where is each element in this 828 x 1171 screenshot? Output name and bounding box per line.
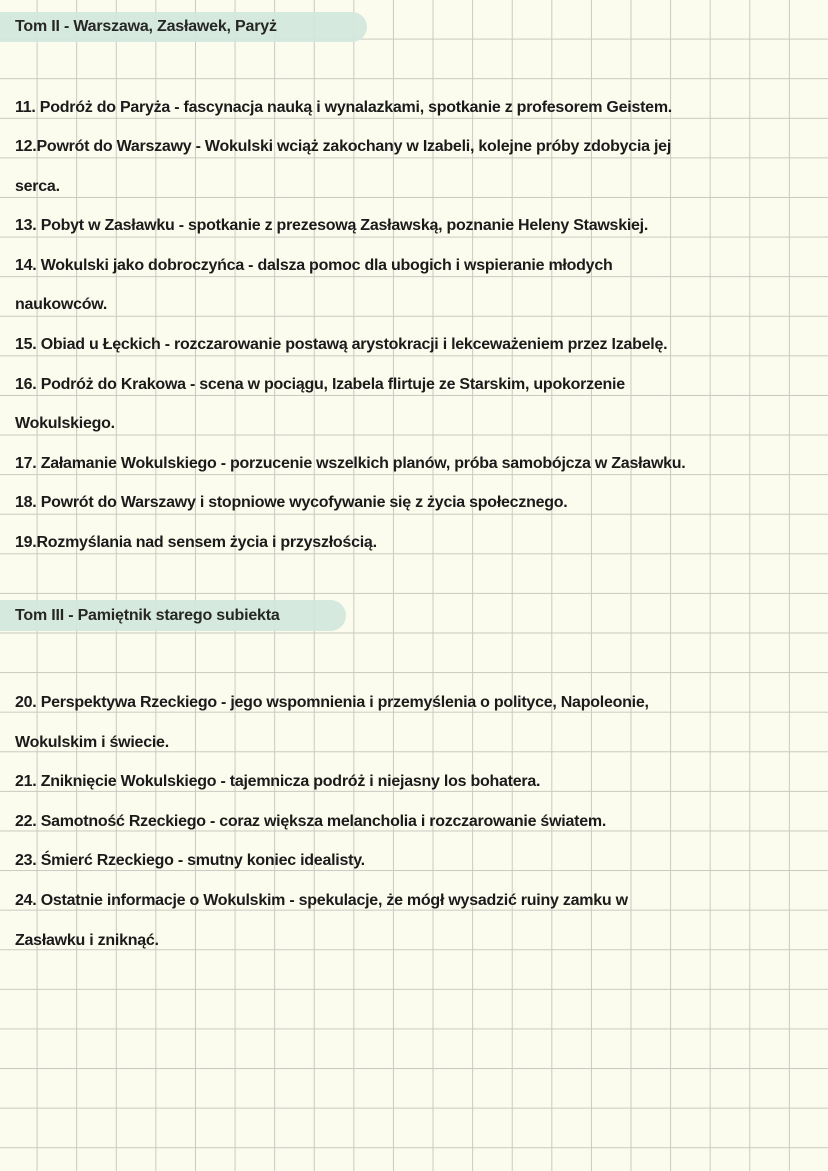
chapter-item (15, 802, 815, 842)
chapter-list-tom-2 (15, 88, 815, 563)
section-title: Tom III - Pamiętnik starego subiekta (15, 606, 280, 624)
chapter-text-line: naukowców. (15, 296, 108, 314)
chapter-text-line: 19.Rozmyślania nad sensem życia i przyszłością. (15, 534, 377, 552)
chapter-text-line: Zasławku i zniknąć. (15, 931, 159, 949)
chapter-text-line: 20. Perspektywa Rzeckiego - jego wspomnienia i przemyślenia o polityce, Napoleonie, (15, 694, 649, 711)
section-heading-tom-3 (0, 600, 346, 631)
chapter-item (15, 683, 815, 762)
chapter-item (15, 881, 815, 960)
chapter-text-line: 24. Ostatnie informacje o Wokulskim - spekulacje, że mógł wysadzić ruiny zamku w (15, 891, 628, 909)
chapter-text-line: 12.Powrót do Warszawy - Wokulski wciąż zakochany w Izabeli, kolejne próby zdobycia jej (15, 138, 672, 156)
chapter-text-line: 23. Śmierć Rzeckiego - smutny koniec idealisty. (15, 852, 365, 870)
chapter-item (15, 841, 815, 881)
chapter-text-line: Wokulskiego. (15, 415, 115, 433)
chapter-text-line: Wokulskim i świecie. (15, 733, 169, 751)
section-heading-tom-2 (0, 12, 367, 42)
chapter-item (15, 483, 815, 523)
chapter-text-line: 14. Wokulski jako dobroczyńca - dalsza pomoc dla ubogich i wspieranie młodych (15, 256, 613, 274)
chapter-list-tom-3 (15, 683, 815, 960)
chapter-text-line: 21. Zniknięcie Wokulskiego - tajemnicza podróż i niejasny los bohatera. (15, 773, 541, 791)
chapter-text-line: serca. (15, 177, 60, 195)
chapter-item (15, 127, 815, 206)
chapter-item (15, 325, 815, 365)
chapter-item (15, 246, 815, 325)
chapter-text-line: 15. Obiad u Łęckich - rozczarowanie postawą arystokracji i lekceważeniem przez Izabelę. (15, 336, 668, 354)
chapter-text-line: 11. Podróż do Paryża - fascynacja nauką i wynalazkami, spotkanie z profesorem Geistem. (15, 98, 672, 116)
chapter-item (15, 206, 815, 246)
chapter-text-line: 17. Załamanie Wokulskiego - porzucenie wszelkich planów, próba samobójcza w Zasławku. (15, 454, 686, 472)
chapter-text-line: 22. Samotność Rzeckiego - coraz większa melancholia i rozczarowanie światem. (15, 812, 607, 830)
chapter-item (15, 523, 815, 563)
chapter-text-line: 18. Powrót do Warszawy i stopniowe wycofywanie się z życia społecznego. (15, 494, 568, 512)
chapter-item (15, 762, 815, 802)
chapter-item (15, 88, 815, 128)
section-title: Tom II - Warszawa, Zasławek, Paryż (15, 18, 277, 35)
chapter-text-line: 16. Podróż do Krakowa - scena w pociągu, Izabela flirtuje ze Starskim, upokorzenie (15, 375, 625, 393)
chapter-item (15, 365, 815, 444)
chapter-text-line: 13. Pobyt w Zasławku - spotkanie z prezesową Zasławską, poznanie Heleny Stawskiej. (15, 217, 649, 235)
chapter-item (15, 444, 815, 484)
